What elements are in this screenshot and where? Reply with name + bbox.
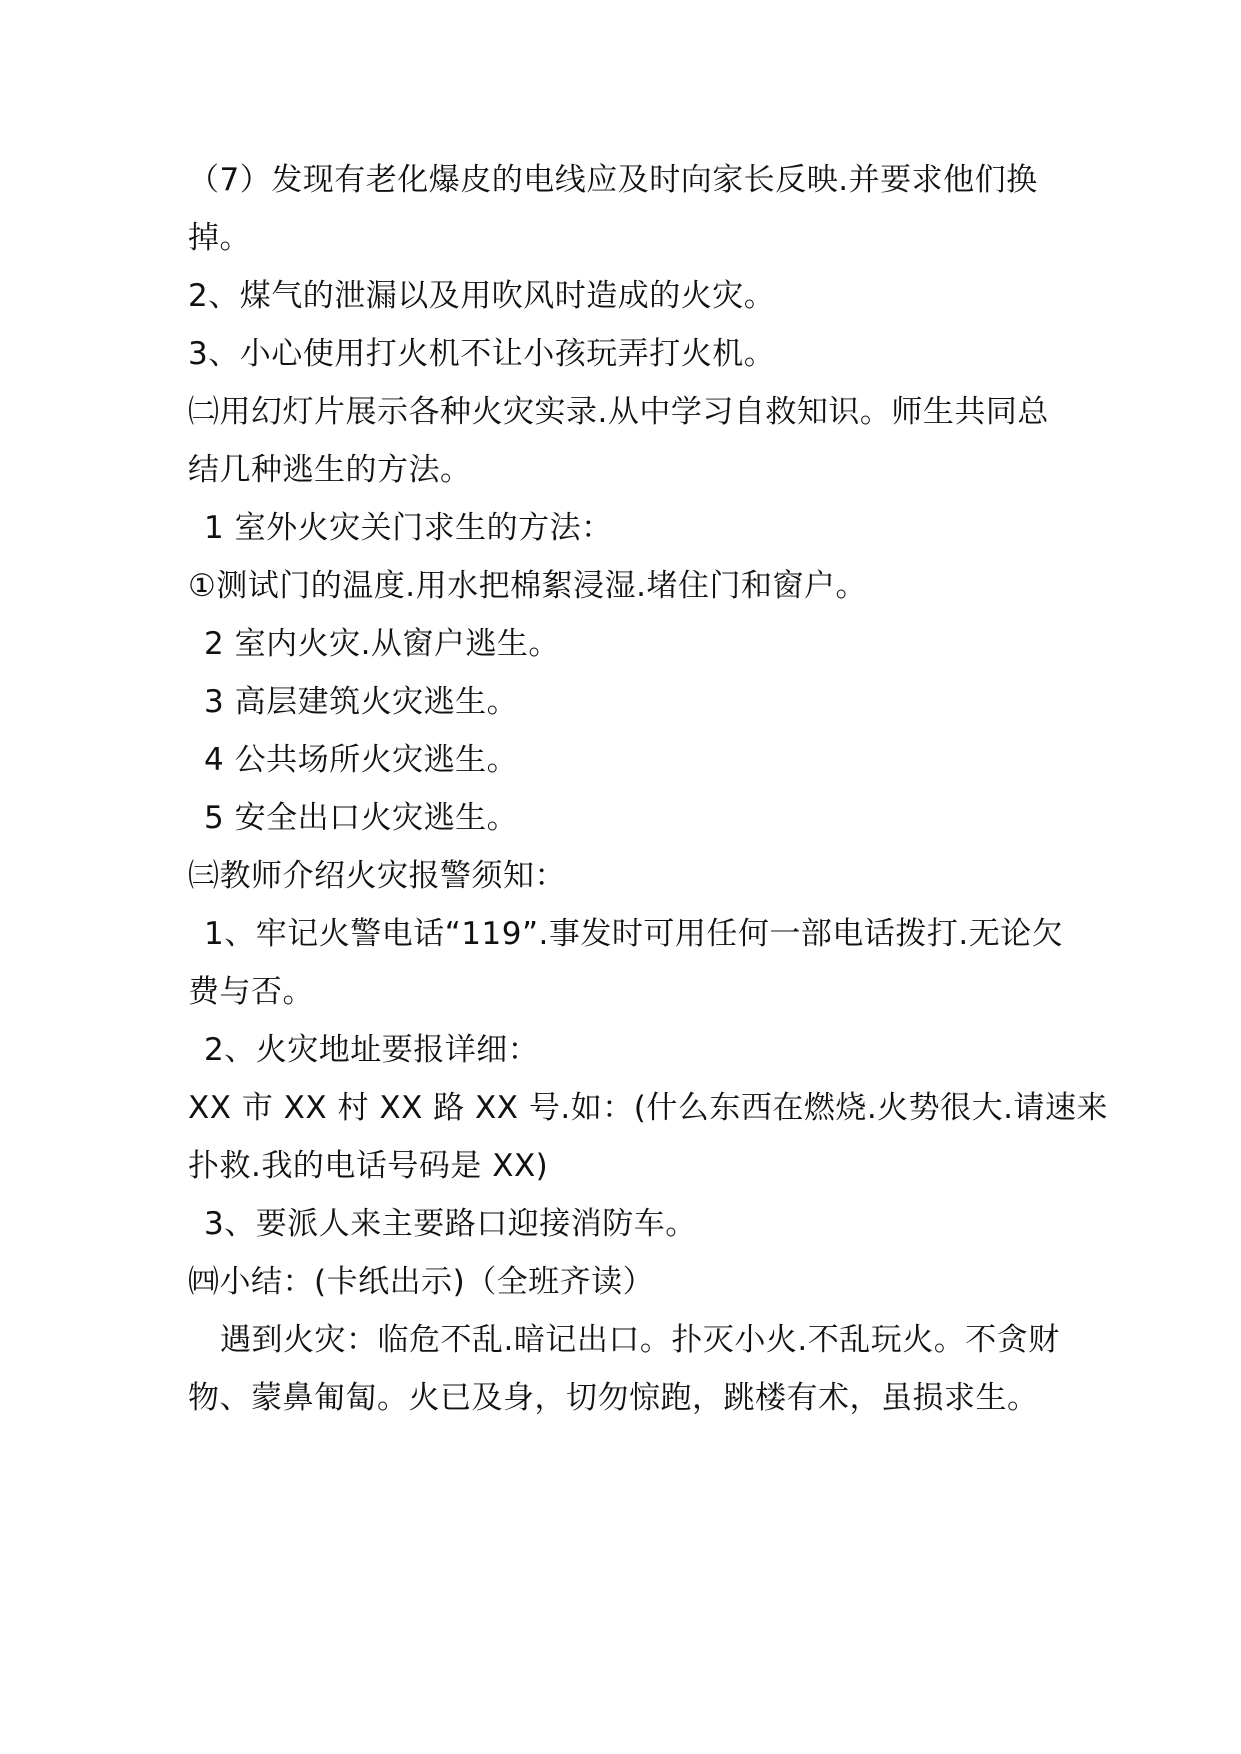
text-line: 扑救.我的电话号码是 XX) — [188, 1148, 549, 1184]
text-line: 3 高层建筑火灾逃生。 — [204, 684, 519, 720]
text-line: 4 公共场所火灾逃生。 — [204, 742, 519, 778]
text-line: 5 安全出口火灾逃生。 — [204, 800, 519, 836]
text-line: ㈡用幻灯片展示各种火灾实录.从中学习自救知识。师生共同总 — [188, 394, 1049, 430]
text-line: ㈣小结：(卡纸出示)（全班齐读） — [188, 1264, 655, 1300]
text-line: 物、蒙鼻匍匐。火已及身，切勿惊跑，跳楼有术，虽损求生。 — [188, 1380, 1039, 1416]
text-line: （7）发现有老化爆皮的电线应及时向家长反映.并要求他们换 — [188, 162, 1038, 198]
text-line: 2、煤气的泄漏以及用吹风时造成的火灾。 — [188, 278, 776, 314]
text-line: XX 市 XX 村 XX 路 XX 号.如：(什么东西在燃烧.火势很大.请速来 — [188, 1090, 1109, 1126]
text-line: 2 室内火灾.从窗户逃生。 — [204, 626, 560, 662]
text-line: 2、火灾地址要报详细： — [204, 1032, 540, 1068]
text-line: 1、牢记火警电话“119”.事发时可用任何一部电话拨打.无论欠 — [204, 916, 1064, 952]
text-line: 费与否。 — [188, 974, 314, 1010]
text-line: 遇到火灾：临危不乱.暗记出口。扑灭小火.不乱玩火。不贪财 — [220, 1322, 1060, 1358]
text-line: 3、小心使用打火机不让小孩玩弄打火机。 — [188, 336, 776, 372]
text-line: 1 室外火灾关门求生的方法： — [204, 510, 613, 546]
text-line: ㈢教师介绍火灾报警须知： — [188, 858, 566, 894]
text-line: ①测试门的温度.用水把棉絮浸湿.堵住门和窗户。 — [188, 568, 867, 604]
text-line: 掉。 — [188, 220, 251, 256]
text-line: 结几种逃生的方法。 — [188, 452, 472, 488]
text-line: 3、要派人来主要路口迎接消防车。 — [204, 1206, 697, 1242]
